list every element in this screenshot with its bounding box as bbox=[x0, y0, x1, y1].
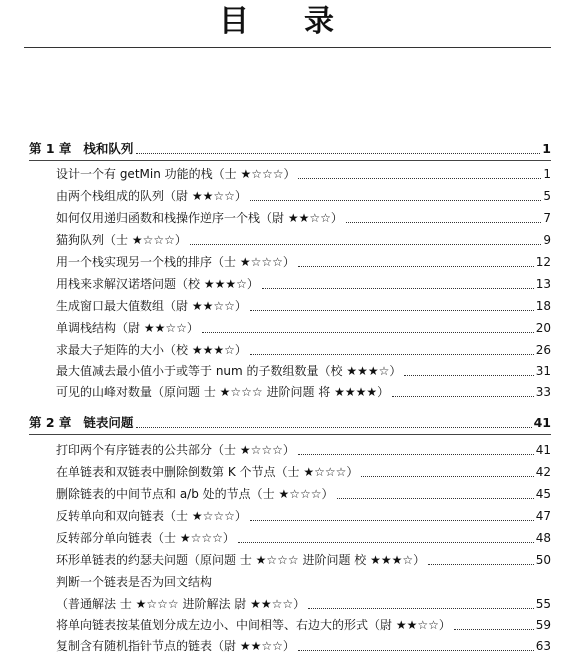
dot-leader bbox=[346, 222, 542, 223]
entry-page-number: 45 bbox=[535, 487, 551, 501]
entry-title: 在单链表和双链表中删除倒数第 K 个节点（士 ★☆☆☆） bbox=[56, 465, 359, 479]
entry-title: 判断一个链表是否为回文结构 bbox=[56, 575, 213, 589]
toc-entry[interactable] bbox=[56, 506, 551, 526]
dot-leader bbox=[238, 542, 534, 543]
toc-entry[interactable] bbox=[56, 550, 551, 570]
toc-entry[interactable] bbox=[56, 594, 551, 614]
toc-chapter-2[interactable] bbox=[29, 413, 551, 433]
entry-title: 将单向链表按某值划分成左边小、中间相等、右边大的形式（尉 ★★☆☆） bbox=[56, 618, 451, 632]
entry-page-number: 50 bbox=[535, 553, 551, 567]
entry-page-number: 20 bbox=[535, 321, 551, 335]
entry-title: 用一个栈实现另一个栈的排序（士 ★☆☆☆） bbox=[56, 255, 295, 269]
entry-title: 最大值减去最小值小于或等于 num 的子数组数量（校 ★★★☆） bbox=[56, 364, 402, 378]
entry-page-number: 9 bbox=[543, 233, 551, 247]
entry-title: 单调栈结构（尉 ★★☆☆） bbox=[56, 321, 199, 335]
entry-title: 反转单向和双向链表（士 ★☆☆☆） bbox=[56, 509, 247, 523]
entry-title: 猫狗队列（士 ★☆☆☆） bbox=[56, 233, 187, 247]
entry-title: 用栈来求解汉诺塔问题（校 ★★★☆） bbox=[56, 277, 259, 291]
toc-entry[interactable] bbox=[56, 186, 551, 206]
title-divider bbox=[24, 47, 551, 48]
toc-entry[interactable] bbox=[56, 484, 551, 504]
toc-entry[interactable] bbox=[56, 318, 551, 338]
dot-leader bbox=[404, 375, 533, 376]
entry-title: 打印两个有序链表的公共部分（士 ★☆☆☆） bbox=[56, 443, 295, 457]
entry-title: 如何仅用递归函数和栈操作逆序一个栈（尉 ★★☆☆） bbox=[56, 211, 343, 225]
chapter-page-number: 41 bbox=[533, 415, 551, 430]
toc-entry[interactable] bbox=[56, 208, 551, 228]
chapter-page-number: 1 bbox=[542, 141, 551, 156]
entry-page-number: 12 bbox=[535, 255, 551, 269]
chapter-divider bbox=[29, 160, 551, 161]
entry-page-number: 13 bbox=[535, 277, 551, 291]
dot-leader bbox=[454, 629, 534, 630]
title-char-2: 录 bbox=[304, 4, 334, 39]
entry-page-number: 59 bbox=[535, 618, 551, 632]
entry-title: 可见的山峰对数量（原问题 士 ★☆☆☆ 进阶问题 将 ★★★★） bbox=[56, 385, 390, 399]
toc-entry[interactable] bbox=[56, 252, 551, 272]
dot-leader bbox=[250, 354, 534, 355]
dot-leader bbox=[308, 608, 534, 609]
dot-leader bbox=[202, 332, 534, 333]
entry-title: （普通解法 士 ★☆☆☆ 进阶解法 尉 ★★☆☆） bbox=[56, 597, 306, 611]
entry-title: 复制含有随机指针节点的链表（尉 ★★☆☆） bbox=[56, 639, 295, 653]
dot-leader bbox=[190, 244, 542, 245]
entry-title: 反转部分单向链表（士 ★☆☆☆） bbox=[56, 531, 235, 545]
entry-page-number: 63 bbox=[535, 639, 551, 653]
toc-entry[interactable] bbox=[56, 340, 551, 360]
entry-page-number: 18 bbox=[535, 299, 551, 313]
chapter-title: 栈和队列 bbox=[83, 141, 134, 156]
entry-title: 生成窗口最大值数组（尉 ★★☆☆） bbox=[56, 299, 247, 313]
toc-entry[interactable] bbox=[56, 572, 551, 592]
entry-page-number: 41 bbox=[535, 443, 551, 457]
dot-leader bbox=[136, 153, 540, 154]
entry-title: 环形单链表的约瑟夫问题（原问题 士 ★☆☆☆ 进阶问题 校 ★★★☆） bbox=[56, 553, 426, 567]
toc-entry[interactable] bbox=[56, 296, 551, 316]
entry-title: 设计一个有 getMin 功能的栈（士 ★☆☆☆） bbox=[56, 167, 296, 181]
dot-leader bbox=[136, 427, 531, 428]
dot-leader bbox=[361, 476, 533, 477]
entry-page-number: 42 bbox=[535, 465, 551, 479]
toc-entry[interactable] bbox=[56, 274, 551, 294]
dot-leader bbox=[250, 520, 534, 521]
toc-entry[interactable] bbox=[56, 382, 551, 402]
chapter-number: 第 1 章 bbox=[29, 141, 72, 156]
dot-leader bbox=[298, 454, 534, 455]
toc-entry[interactable] bbox=[56, 164, 551, 184]
entry-title: 由两个栈组成的队列（尉 ★★☆☆） bbox=[56, 189, 247, 203]
entry-page-number: 48 bbox=[535, 531, 551, 545]
entry-page-number: 55 bbox=[535, 597, 551, 611]
dot-leader bbox=[298, 266, 534, 267]
dot-leader bbox=[298, 650, 534, 651]
dot-leader bbox=[298, 178, 541, 179]
dot-leader bbox=[392, 396, 534, 397]
chapter-title: 链表问题 bbox=[83, 415, 134, 430]
dot-leader bbox=[250, 310, 534, 311]
dot-leader bbox=[428, 564, 534, 565]
title-char-1: 目 bbox=[219, 4, 249, 39]
toc-chapter-1[interactable] bbox=[29, 139, 551, 159]
entry-title: 求最大子矩阵的大小（校 ★★★☆） bbox=[56, 343, 247, 357]
entry-page-number: 47 bbox=[535, 509, 551, 523]
entry-page-number: 26 bbox=[535, 343, 551, 357]
entry-page-number: 31 bbox=[535, 364, 551, 378]
entry-page-number: 33 bbox=[535, 385, 551, 399]
page-title bbox=[0, 2, 570, 42]
toc-entry[interactable] bbox=[56, 615, 551, 635]
dot-leader bbox=[262, 288, 534, 289]
entry-page-number: 5 bbox=[543, 189, 551, 203]
entry-page-number: 1 bbox=[543, 167, 551, 181]
toc-entry[interactable] bbox=[56, 528, 551, 548]
toc-entry[interactable] bbox=[56, 462, 551, 482]
entry-page-number: 7 bbox=[543, 211, 551, 225]
dot-leader bbox=[250, 200, 542, 201]
toc-entry[interactable] bbox=[56, 440, 551, 460]
toc-entry[interactable] bbox=[56, 361, 551, 381]
chapter-number: 第 2 章 bbox=[29, 415, 72, 430]
toc-entry[interactable] bbox=[56, 636, 551, 656]
toc-entry[interactable] bbox=[56, 230, 551, 250]
entry-title: 删除链表的中间节点和 a/b 处的节点（士 ★☆☆☆） bbox=[56, 487, 334, 501]
dot-leader bbox=[337, 498, 534, 499]
chapter-divider bbox=[29, 434, 551, 435]
